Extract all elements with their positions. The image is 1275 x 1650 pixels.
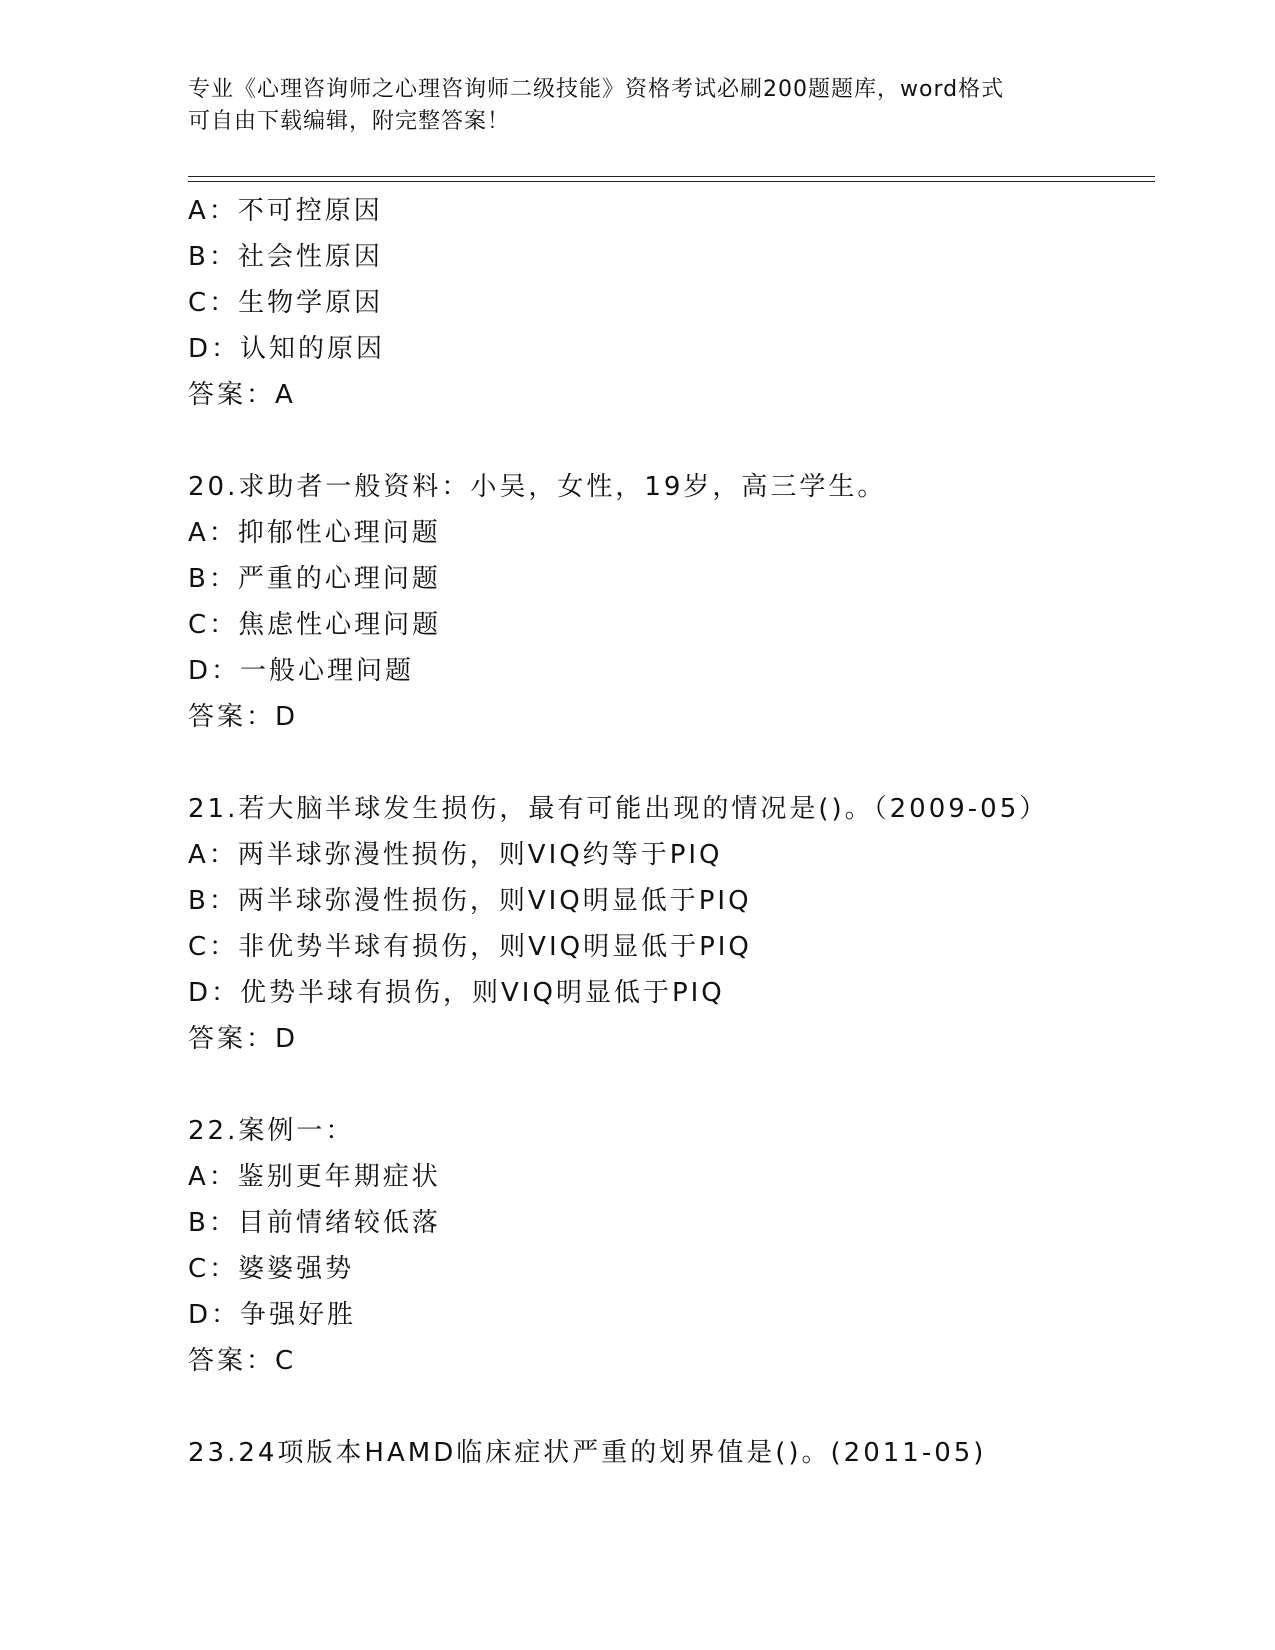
option-c: C：非优势半球有损伤，则VIQ明显低于PIQ <box>188 932 752 962</box>
option-c: C：婆婆强势 <box>188 1254 355 1284</box>
option-a: A：两半球弥漫性损伤，则VIQ约等于PIQ <box>188 840 723 870</box>
question-stem: 23.24项版本HAMD临床症状严重的划界值是()。(2011-05) <box>188 1438 987 1468</box>
answer-line: 答案：A <box>188 380 296 410</box>
question-block <box>188 1430 1148 1476</box>
option-d: D：一般心理问题 <box>188 656 415 686</box>
option-d: D：认知的原因 <box>188 334 386 364</box>
question-stem: 22.案例一： <box>188 1116 355 1146</box>
option-a: A：鉴别更年期症状 <box>188 1162 441 1192</box>
answer-line: 答案：D <box>188 1024 299 1054</box>
question-block <box>188 464 1148 740</box>
answer-line: 答案：C <box>188 1346 297 1376</box>
question-block <box>188 1108 1148 1384</box>
option-a: A：不可控原因 <box>188 196 383 226</box>
answer-line: 答案：D <box>188 702 299 732</box>
option-b: B：两半球弥漫性损伤，则VIQ明显低于PIQ <box>188 886 752 916</box>
option-d: D：争强好胜 <box>188 1300 357 1330</box>
question-stem: 21.若大脑半球发生损伤，最有可能出现的情况是()。（2009-05） <box>188 794 1049 824</box>
document-header <box>188 74 1088 138</box>
option-b: B：社会性原因 <box>188 242 383 272</box>
option-c: C：焦虑性心理问题 <box>188 610 442 640</box>
option-b: B：目前情绪较低落 <box>188 1208 441 1238</box>
option-b: B：严重的心理问题 <box>188 564 441 594</box>
option-d: D：优势半球有损伤，则VIQ明显低于PIQ <box>188 978 725 1008</box>
question-block <box>188 188 1148 418</box>
question-block <box>188 786 1148 1062</box>
question-stem: 20.求助者一般资料：小吴，女性，19岁，高三学生。 <box>188 472 887 502</box>
option-a: A：抑郁性心理问题 <box>188 518 441 548</box>
header-divider-bottom <box>188 181 1155 182</box>
header-line-1: 专业《心理咨询师之心理咨询师二级技能》资格考试必刷200题题库，word格式 <box>188 77 1005 102</box>
option-c: C：生物学原因 <box>188 288 384 318</box>
header-divider-top <box>188 176 1155 177</box>
header-line-2: 可自由下载编辑，附完整答案！ <box>188 109 511 134</box>
question-list <box>188 188 1148 1476</box>
